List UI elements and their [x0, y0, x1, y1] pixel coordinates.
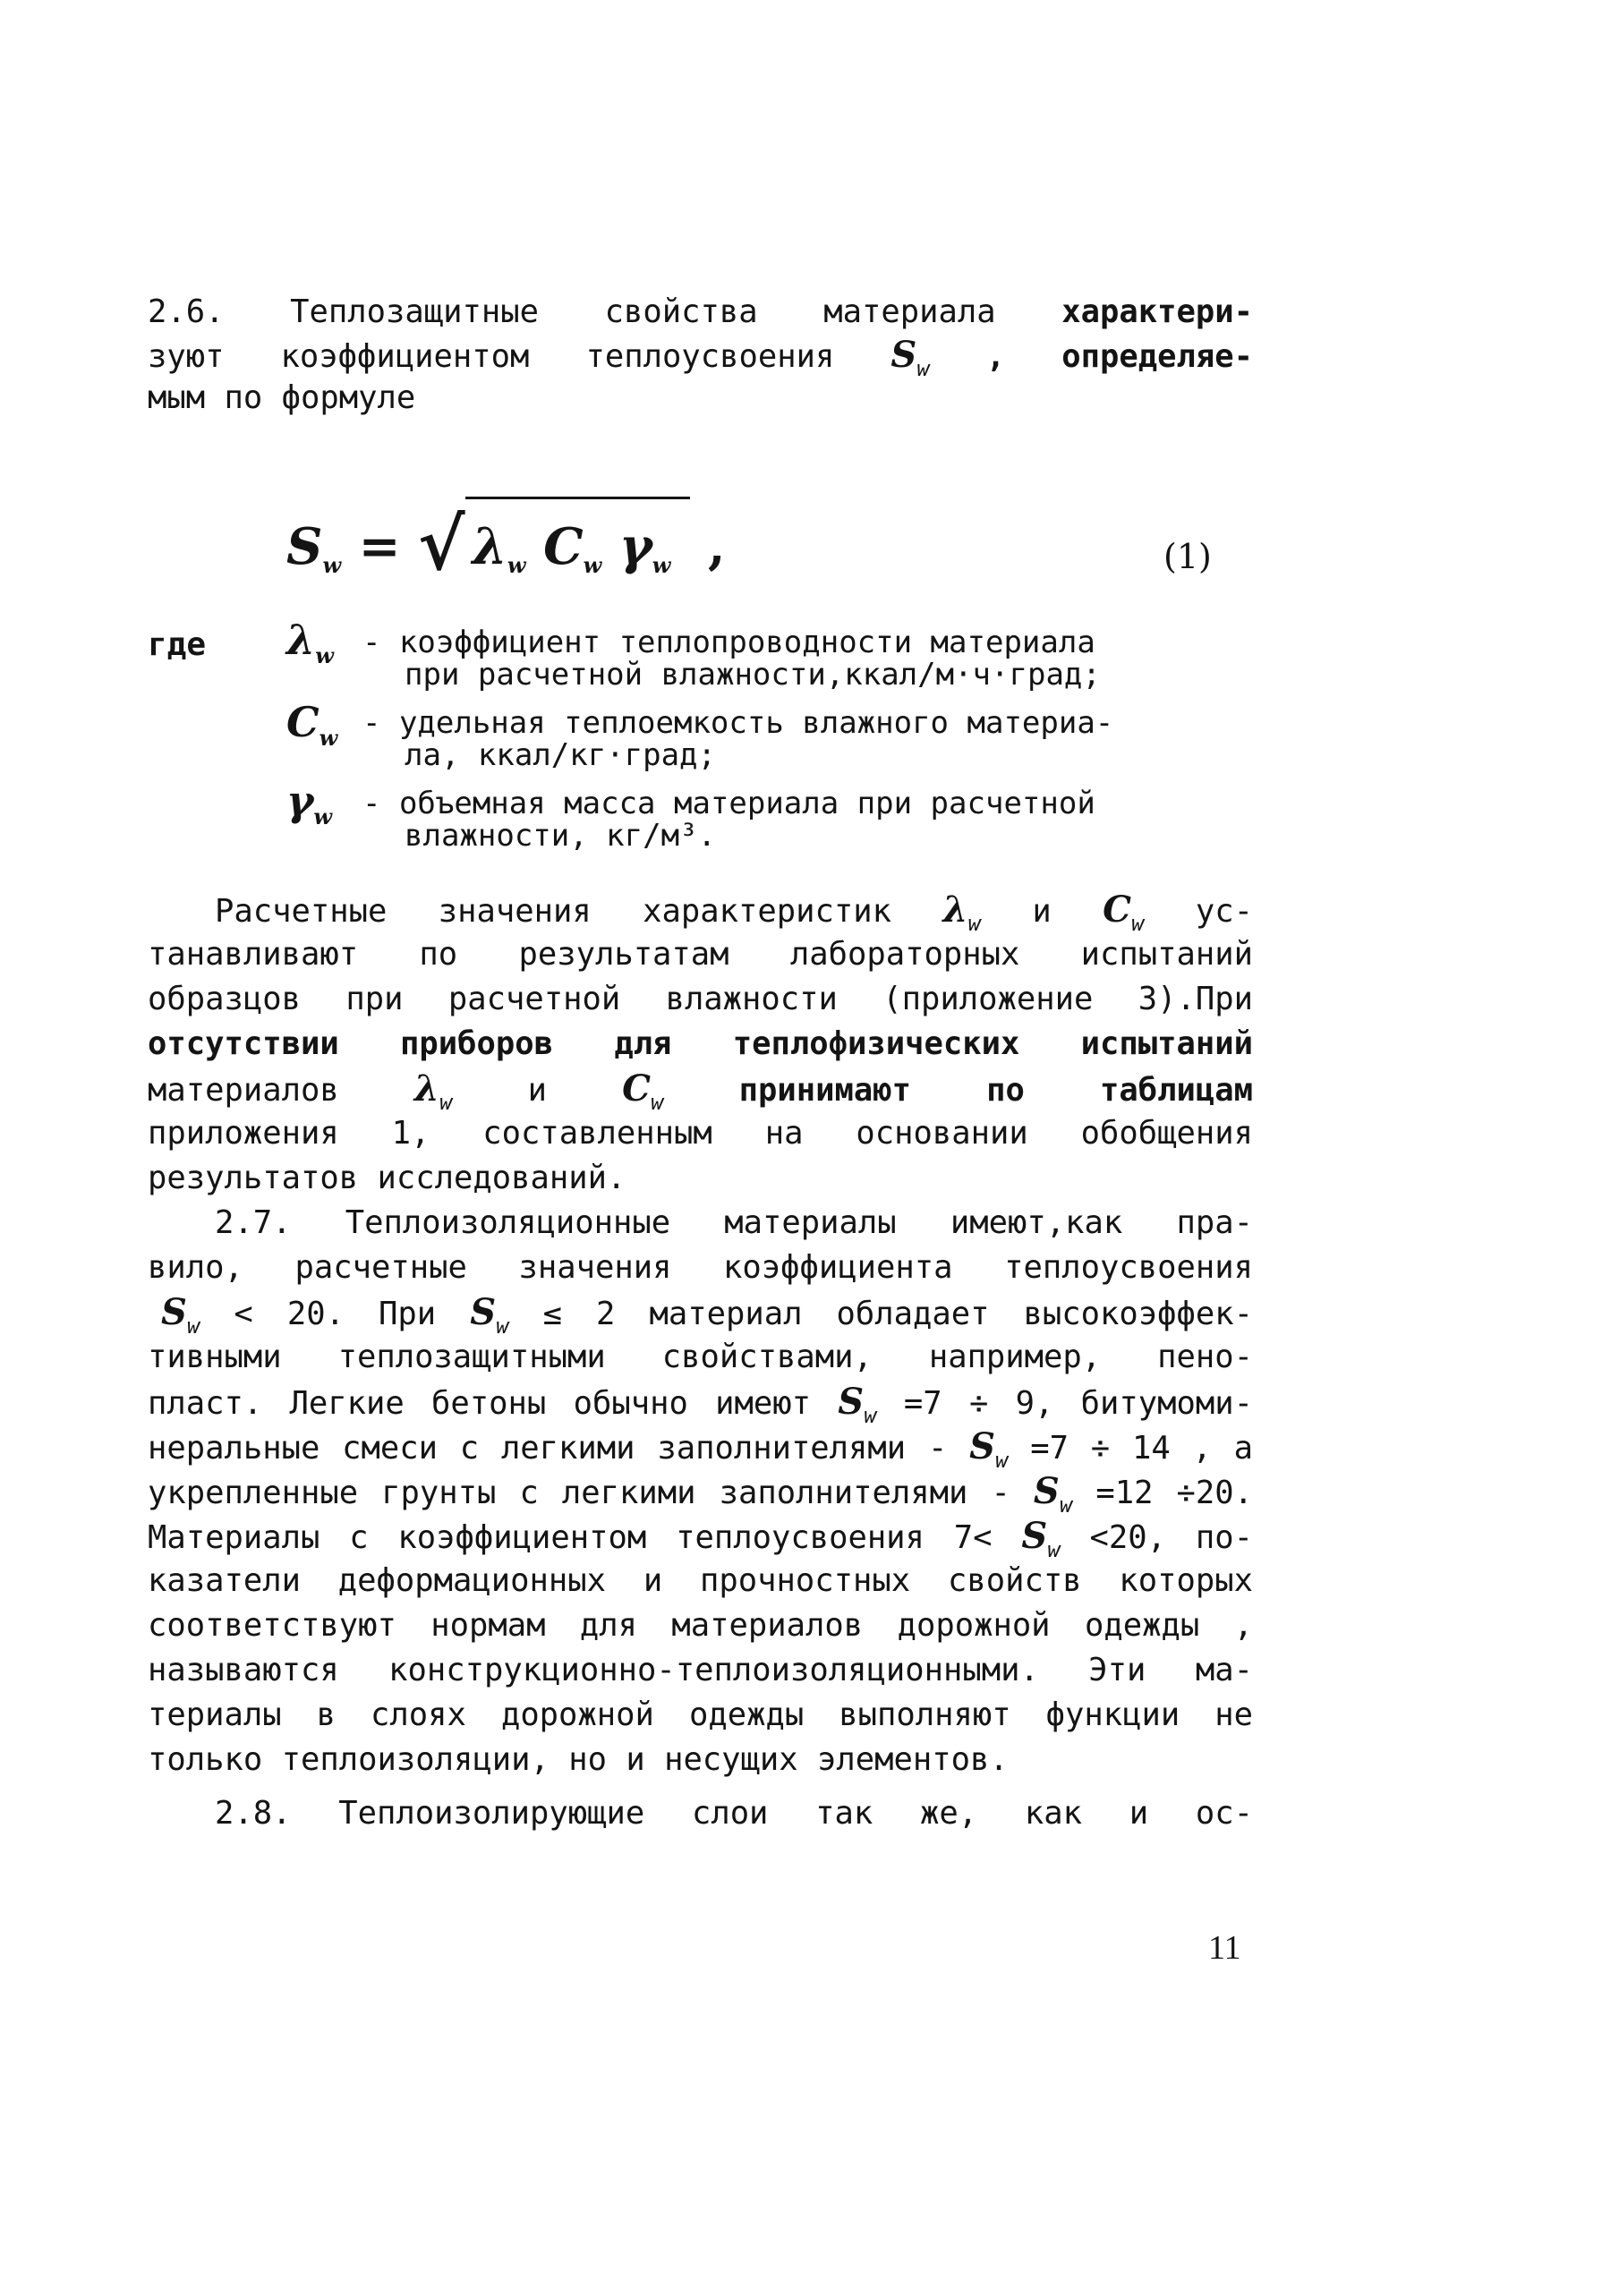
sqrt-radicand: $\lambda_w$ $C_w$ $\gamma_w$ — [465, 497, 691, 606]
para-2-7-line-13: только теплоизоляции, но и несущих элементов. — [148, 1741, 1009, 1778]
para-2-7-line-12: териалы в слоях дорожной одежды выполняют функции не — [148, 1696, 1253, 1733]
para-2-6-line-2: зуют коэффициентом теплоусвоения $S_w$ , определяе- — [148, 334, 1253, 381]
def-gamma-symbol: $\gamma_w$ — [286, 777, 333, 829]
para-2-7-line-11: называются конструкционно-теплоизоляционными. Эти ма- — [148, 1652, 1253, 1688]
para-calc-line-6: приложения 1, составленным на основании обобщения — [148, 1115, 1253, 1152]
para-calc-line-5: материалов $\lambda_w$ и $C_w$ принимают по таблицам — [148, 1067, 1254, 1115]
def-c-text: - удельная теплоемкость влажного материа- ла, ккал/кг·град; — [362, 705, 1114, 773]
formula-1: $S_w$ = √ $\lambda_w$ $C_w$ $\gamma_w$ , — [286, 497, 725, 606]
def-gamma-text: - объемная масса материала при расчетной влажности, кг/м³. — [362, 786, 1095, 854]
para-calc-line-7: результатов исследований. — [148, 1160, 626, 1196]
formula-number: (1) — [1163, 537, 1212, 576]
para-2-7-line-3: $S_w < 20$. При $S_w \le 2$ материал обладает высокоэффек- — [161, 1291, 1254, 1339]
page-number: 11 — [1208, 1929, 1241, 1967]
para-calc-line-4: отсутствии приборов для теплофизических испытаний — [148, 1025, 1253, 1062]
para-2-6-line-3: мым по формуле — [148, 379, 416, 416]
para-2-7-line-10: соответствуют нормам для материалов дорожной одежды , — [148, 1607, 1253, 1644]
para-2-7-line-9: казатели деформационных и прочностных свойств которых — [148, 1562, 1253, 1599]
def-c-symbol: $C_w$ — [286, 698, 338, 751]
para-calc-line-3: образцов при расчетной влажности (приложение 3).При — [148, 981, 1253, 1017]
para-2-7-line-7: укрепленные грунты с легкими заполнителями - $S_w =12 \div 20$. — [148, 1470, 1253, 1518]
sw-symbol: $S_w$ — [890, 334, 930, 381]
para-2-8-line-1: 2.8. Теплоизолирующие слои так же, как и ос- — [215, 1795, 1253, 1832]
para-2-7-line-5: пласт. Легкие бетоны обычно имеют $S_w =7 \div 9$, битумоми- — [148, 1381, 1254, 1428]
para-2-7-line-6: неральные смеси с легкими заполнителями - $S_w =7 \div 14$ , а — [148, 1425, 1254, 1473]
para-calc-line-2: танавливают по результатам лабораторных испытаний — [148, 936, 1253, 973]
para-2-7-line-1: 2.7. Теплоизоляционные материалы имеют,как пра- — [215, 1204, 1253, 1241]
para-calc-line-1: Расчетные значения характеристик $\lambda_w$ и $C_w$ ус- — [215, 889, 1254, 936]
para-2-7-line-8: Материалы с коэффициентом теплоусвоения $7< S_w <20$, по- — [148, 1515, 1253, 1562]
para-2-7-line-2: вило, расчетные значения коэффициента теплоусвоения — [148, 1249, 1253, 1286]
para-2-7-line-4: тивными теплозащитными свойствами, например, пено- — [148, 1339, 1253, 1375]
para-2-6-line-1: 2.6. Теплозащитные свойства материала характери- — [148, 293, 1254, 330]
where-label: где — [148, 626, 207, 663]
def-lambda-symbol: $\lambda_w$ — [286, 616, 334, 668]
def-lambda-text: - коэффициент теплопроводности материала при расчетной влажности,ккал/м·ч·град; — [362, 625, 1101, 693]
